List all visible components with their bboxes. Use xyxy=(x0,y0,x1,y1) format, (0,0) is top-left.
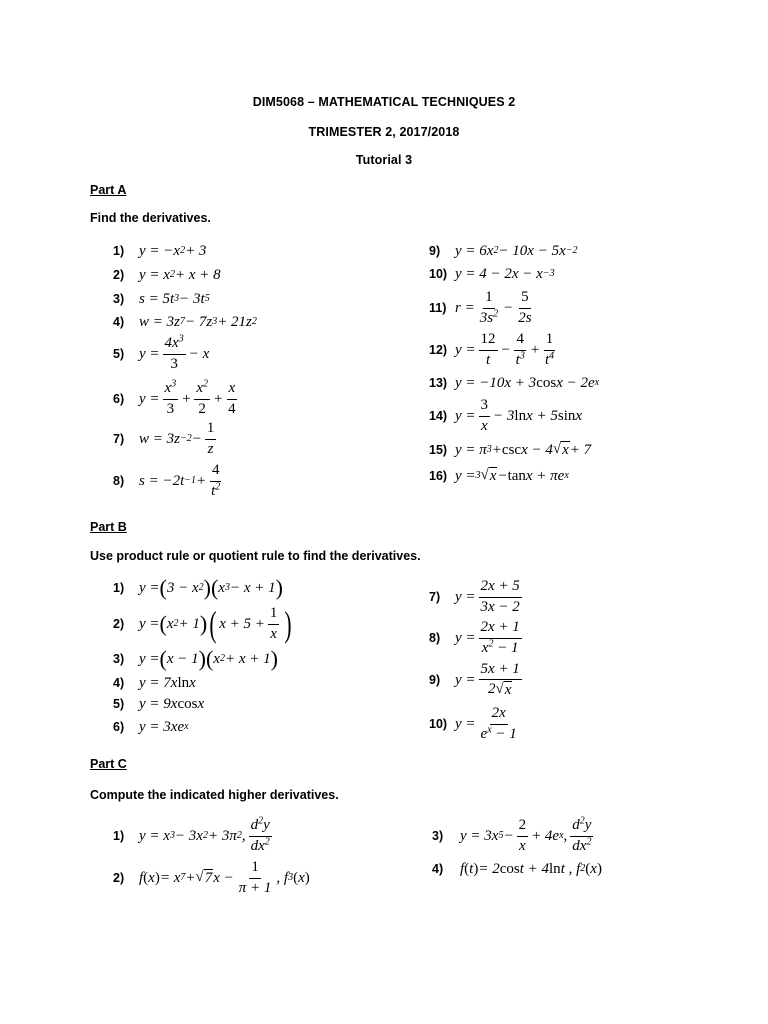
part-b-item-1: 1) y = ( 3 − x 2 ) ( x 3 − x + 1 ) xyxy=(113,575,283,600)
part-a-item-2: 2) y = x 2 + x + 8 xyxy=(113,266,221,283)
part-c-item-3: 3) y = 3x 5 − 2 x + 4e x , $d^2y$ $dx^2$ xyxy=(432,815,592,854)
part-a-item-15: 15) y = π 3 + csc x − 4 √ x + 7 xyxy=(429,441,592,459)
part-a-item-10: 10) y = 4 − 2x − x −3 xyxy=(429,265,555,282)
part-a-item-7: 7) w = 3z −2 − 1 z xyxy=(113,420,215,457)
tutorial-title: Tutorial 3 xyxy=(355,153,413,167)
part-b-instruction: Use product rule or quotient rule to find the derivatives. xyxy=(90,549,421,563)
part-a-item-9: 9) y = 6x 2 − 10x − 5x −2 xyxy=(429,242,578,259)
course-title: DIM5068 – MATHEMATICAL TECHNIQUES 2 xyxy=(252,95,516,109)
part-a-item-13: 13) y = −10x + 3 cos x − 2e x xyxy=(429,374,600,391)
part-b-item-8: 8) y = 2x + 1 $x^2 - 1$ xyxy=(429,619,520,656)
part-b-item-3: 3) y = ( x − 1 ) ( x 2 + x + 1 ) xyxy=(113,646,278,671)
part-c-item-4: 4) f ( t ) = 2 cos t + 4 ln t , f 2 ( x ) xyxy=(432,860,602,877)
trimester-title: TRIMESTER 2, 2017/2018 xyxy=(308,125,460,139)
part-b-item-4: 4) y = 7x ln x xyxy=(113,674,196,691)
part-b-item-9: 9) y = 5x + 1 2√ x xyxy=(429,661,520,699)
part-a-heading: Part A xyxy=(90,183,127,197)
part-b-item-10: 10) y = 2x $e^x - 1$ xyxy=(429,705,517,742)
part-a-item-4: 4) w = 3z 7 − 7z 3 + 21z 2 xyxy=(113,313,257,330)
part-a-item-14: 14) y = 3 x − 3 ln x + 5 sin x xyxy=(429,397,583,434)
part-c-heading: Part C xyxy=(90,757,127,771)
part-c-instruction: Compute the indicated higher derivatives. xyxy=(90,788,339,802)
part-a-item-16: 16) y = 3 √ x − tan x + πe x xyxy=(429,467,569,485)
part-a-item-11: 11) r = 1 $3s^2$ − 5 2s xyxy=(429,289,532,326)
part-b-item-2: 2) y = ( x 2 + 1 ) ( x + 5 + 1 x ) xyxy=(113,604,292,644)
part-a-instruction: Find the derivatives. xyxy=(90,211,211,225)
part-c-item-2: 2) f ( x ) = x 7 + √ 7 x − 1 π + 1 , f 3 ( x ) xyxy=(113,859,310,896)
part-a-item-8: 8) s = −2t −1 + 4 $t^2$ xyxy=(113,462,221,499)
part-a-item-12: 12) y = 12 t − 4 $t^3$ + 1 $t^4$ xyxy=(429,331,555,368)
part-a-item-5: 5) y = $4x^3$ 3 − x xyxy=(113,333,210,372)
part-b-item-6: 6) y = 3xe x xyxy=(113,718,189,735)
part-a-item-6: 6) y = $x^3$ 3 + $x^2$ 2 + x 4 xyxy=(113,378,236,417)
part-c-item-1: 1) y = x 3 − 3x 2 + 3π 2 , $d^2y$ $dx^2$ xyxy=(113,815,270,854)
part-b-item-5: 5) y = 9x cos x xyxy=(113,695,205,712)
part-b-heading: Part B xyxy=(90,520,127,534)
part-a-item-3: 3) s = 5t 3 − 3t 5 xyxy=(113,290,210,307)
part-b-item-7: 7) y = 2x + 5 3x − 2 xyxy=(429,578,520,615)
part-a-item-1: 1) y = −x 2 + 3 xyxy=(113,242,207,259)
